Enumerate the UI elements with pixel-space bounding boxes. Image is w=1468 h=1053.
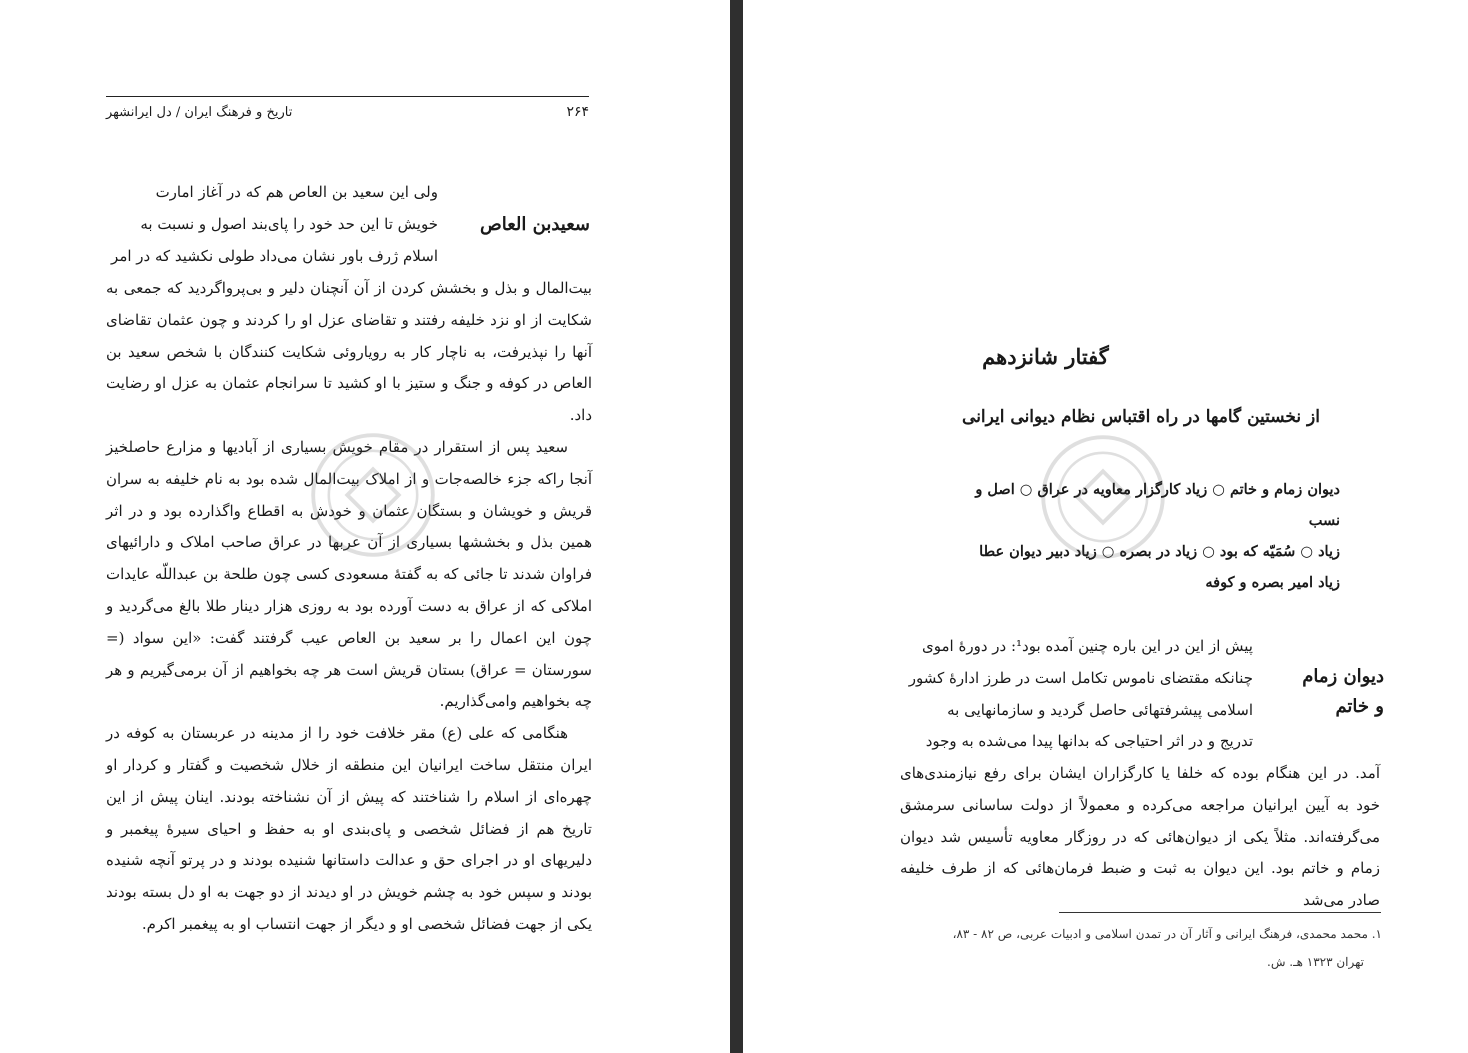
footnote-line: ۱. محمد محمدی، فرهنگ ایرانی و آثار آن در تمدن اسلامی و ادبیات عربی، ص ۸۲ - ۸۳،	[952, 927, 1382, 941]
text-line: چنانکه مقتضای ناموس تکامل است در طرز ادارهٔ کشور	[908, 668, 1253, 687]
footnote-line: تهران ۱۳۲۳ هـ. ش.	[1267, 955, 1364, 969]
footnote-divider	[1059, 912, 1381, 913]
text-line: تدریج و در اثر احتیاجی که بدانها پیدا می‌شده به وجود	[925, 732, 1253, 751]
body-text	[106, 273, 592, 941]
right-page	[743, 0, 1468, 1053]
left-page	[0, 0, 730, 1053]
page-header	[106, 96, 589, 127]
margin-heading: سعیدبن العاص	[479, 214, 590, 235]
topics-line: زیاد ○ سُمَیّه که بود ○ زیاد در بصره ○ زیاد دبیر دیوان عطا	[979, 543, 1340, 560]
chapter-subtitle: از نخستین گامها در راه اقتباس نظام دیوانی ایرانی	[962, 407, 1320, 427]
text-line: پیش از این در این باره چنین آمده بود¹: در دورهٔ اموی	[922, 637, 1253, 655]
margin-heading-line: و خاتم	[1335, 696, 1384, 717]
text-line: اسلامی پیشرفتهائی حاصل گردید و سازمانهایی به	[947, 700, 1253, 719]
topics-line: زیاد امیر بصره و کوفه	[1205, 574, 1340, 591]
chapter-title: گفتار شانزدهم	[982, 344, 1109, 369]
text-line: اسلام ژرف باور نشان می‌داد طولی نکشید که در امر	[111, 246, 438, 265]
paragraph: بیت‌المال و بذل و بخشش کردن از آن آنچنان دلیر و بی‌پرواگردید که جمعی به شکایت از او نزد خلیفه رفتند و تقاضای عزل او را کردند و چون عثمان تقاضای آنها را نپذیرفت، به ناچار کار به رویاروئی شکایت کنندگان با شخص سعید بن العاص در کوفه و جنگ و ستیز با او کشید تا سرانجام عثمان به عزل او رضایت داد.	[106, 279, 592, 425]
text-line: خویش تا این حد خود را پای‌بند اصول و نسبت به	[140, 214, 438, 233]
paragraph: آمد. در این هنگام بوده که خلفا یا کارگزاران ایشان برای رفع نیازمندی‌های خود به آیین ایرانیان مراجعه می‌کرده و معمولاً از دولت ساسانی سرمشق می‌گرفته‌اند. مثلاً یکی از دیوان‌هائی که در روزگار معاویه تأسیس شد دیوان زمام و خاتم بود. این دیوان به ثبت و ضبط فرمان‌هائی که از طرف خلیفه صادر می‌شد	[900, 764, 1380, 910]
paragraph: سعید پس از استقرار در مقام خویش بسیاری از آبادیها و مزارع حاصلخیز آنجا راکه جزء خالصه‌جات و از املاک بیت‌المال شده بود به نام خلیفه به سران قریش و خویشان و بستگان عثمان و خودش به اقطاع واگذارده بود و در اثر همین بذل و بخششها بسیاری از آن عربها در عراق صاحب املاک و دارائیهای فراوان شدند تا جائی که به گفتهٔ مسعودی کسی چون طلحة بن عبداللّه عایدات املاکی که از عراق به دست آورده بود به روزی هزار دینار طلا بالغ می‌گردید و چون این اعمال را بر سعید بن العاص عیب گرفتند گفت: «این سواد (= سورستان = عراق) بستان قریش است هر چه بخواهیم از آن برمی‌گیریم و هر چه بخواهیم وامی‌گذاریم.	[106, 437, 592, 711]
topics-line: دیوان زمام و خاتم ○ زیاد کارگزار معاویه در عراق ○ اصل و نسب	[975, 481, 1340, 529]
running-title: تاریخ و فرهنگ ایران / دل ایرانشهر	[106, 104, 293, 120]
intro-lines	[900, 631, 1253, 758]
intro-lines	[106, 177, 438, 272]
library-seal-watermark-icon	[1038, 432, 1168, 562]
library-seal-watermark-icon	[308, 430, 438, 560]
book-gutter	[730, 0, 743, 1053]
page-number: ۲۶۴	[566, 104, 589, 120]
footnote	[902, 920, 1382, 976]
paragraph: هنگامی که علی (ع) مقر خلافت خود را از مدینه در عربستان به کوفه در ایران منتقل ساخت ایرانیان این منطقه از خلال شخصیت و گفتار و کردار او چهره‌ای از اسلام را شناختند که پیش از آن نشناخته بودند. اینان پیش از این تاریخ هم از فضائل شخصی و پای‌بندی او به حفظ و احیای سیرهٔ پیغمبر و دلیریهای او در اجرای حق و عدالت داستانها شنیده بودند و در پرتو آنچه شنیده بودند و سپس خود به چشم خویش در او دیدند از دو جهت به او دل بسته بودند یکی از جهت فضائل شخصی او و دیگر از جهت انتساب او به پیغمبر اکرم.	[106, 724, 592, 933]
body-text	[900, 758, 1380, 917]
margin-heading-line: دیوان زمام	[1302, 666, 1384, 687]
text-line: ولی این سعید بن العاص هم که در آغاز امارت	[155, 183, 438, 201]
margin-heading	[1274, 662, 1384, 722]
